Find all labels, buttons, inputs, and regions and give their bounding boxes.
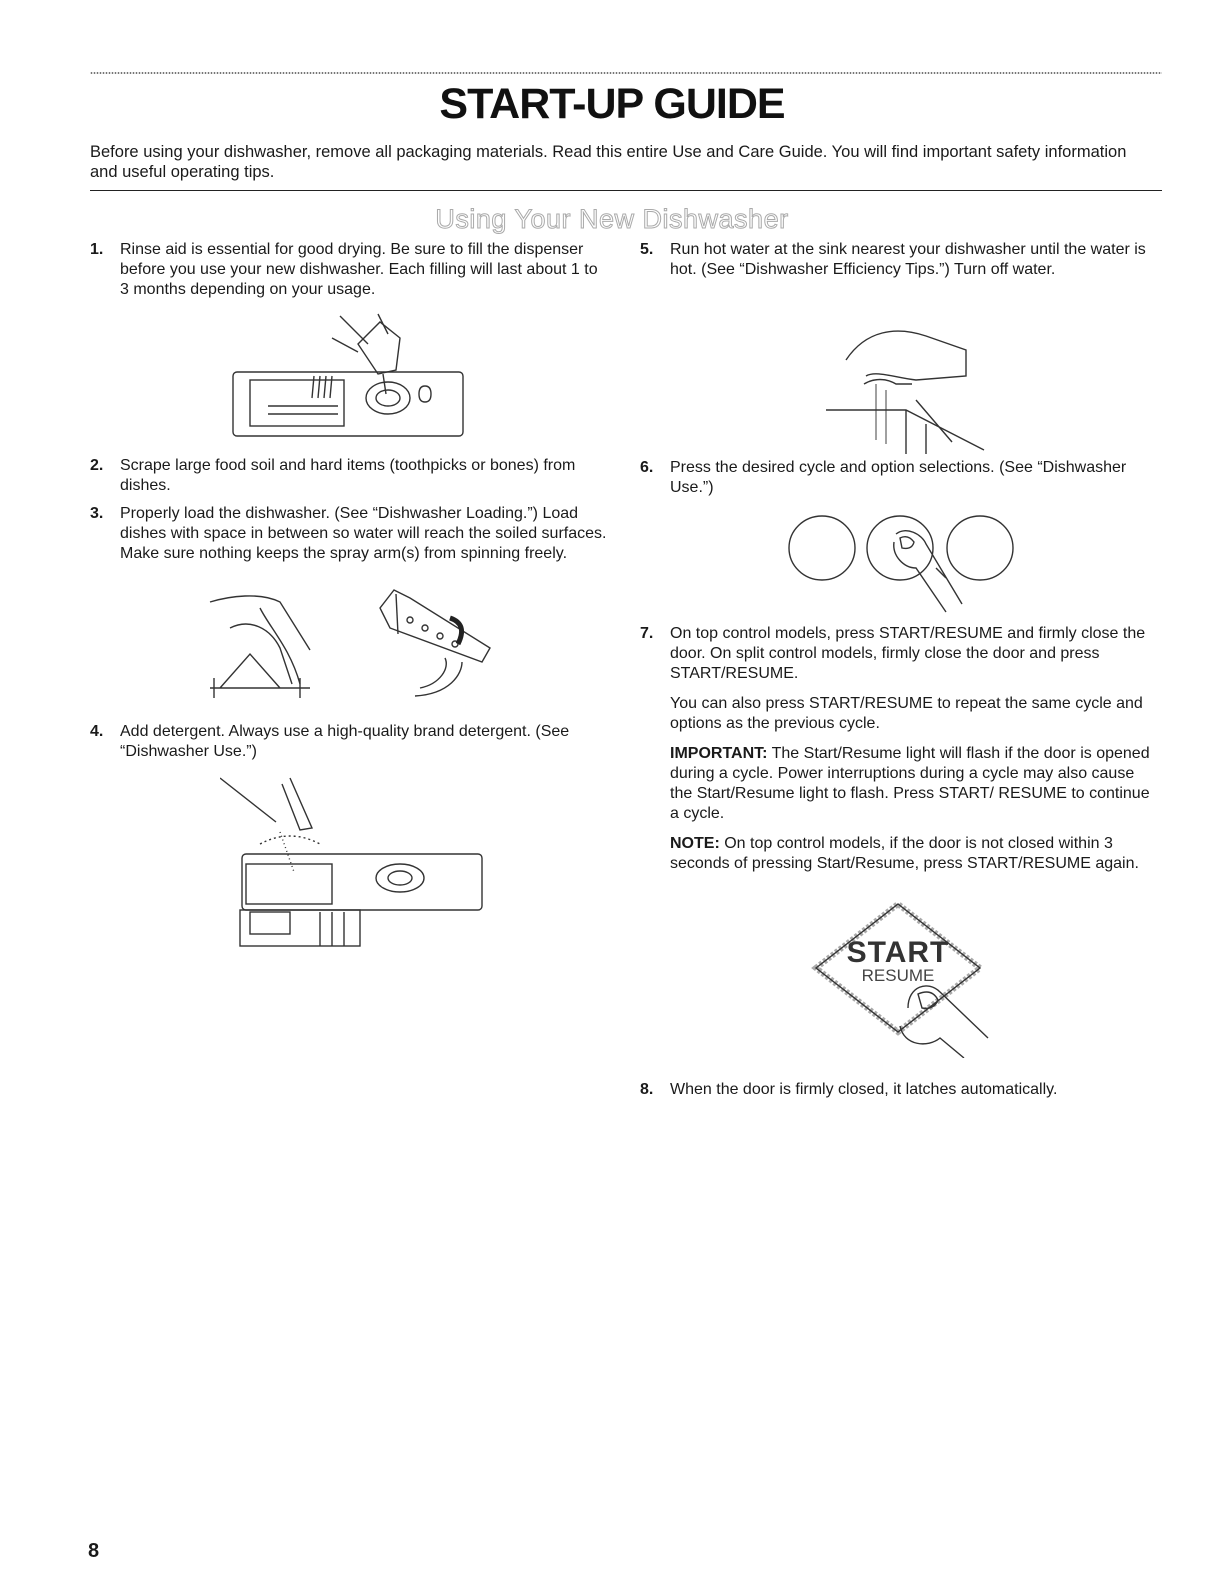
step-2 [90,456,610,496]
step-number: 3. [90,505,104,522]
intro-paragraph: Before using your dishwasher, remove all packaging materials. Read this entire Use and Care Guide. You will find important safety information and useful operating tips. [90,143,1127,181]
step-1 [90,240,610,300]
section-title: Using Your New Dishwasher [435,204,789,234]
loading-dishes-illustration [200,588,500,706]
step-5 [640,240,1150,280]
step-number: 5. [640,241,654,258]
step-text: Properly load the dishwasher. (See “Dishwasher Loading.”) Load dishes with space in between so water will reach the soiled surfaces. Make sure nothing keeps the spray arm(s) from spinning freely. [120,505,607,562]
note-text: On top control models, if the door is not closed within 3 seconds of pressing Start/Resume, press START/RESUME again. [670,835,1139,872]
step-text: Add detergent. Always use a high-quality brand detergent. (See “Dishwasher Use.”) [120,723,570,760]
step-text: On top control models, press START/RESUME and firmly close the door. On split control models, firmly close the door and press START/RESUME. [670,625,1146,682]
rinse-aid-dispenser-illustration [228,310,478,442]
note [670,834,1150,874]
important-text: The Start/Resume light will flash if the door is opened during a cycle. Power interruptions during a cycle may also cause the Start/Resume light to flash. Press START/ RESUME to continue a cycle. [670,745,1150,822]
step-number: 8. [640,1081,654,1098]
header-divider [90,190,1162,191]
step-extra-text: You can also press START/RESUME to repeat the same cycle and options as the previous cycle. [670,695,1143,732]
step-number: 6. [640,459,654,476]
step-text: Rinse aid is essential for good drying. Be sure to fill the dispenser before you use your new dishwasher. Each filling will last about 1 to 3 months depending on your usage. [120,241,598,298]
step-4 [90,722,610,762]
important-note [670,744,1150,824]
page-number: 8 [88,1540,100,1562]
step-text: Press the desired cycle and option selections. (See “Dishwasher Use.”) [670,459,1127,496]
step-7 [640,624,1150,884]
step-body [670,624,1150,874]
step-number: 4. [90,723,104,740]
start-resume-illustration [808,898,998,1058]
page-title: START-UP GUIDE [439,80,785,128]
step-number: 7. [640,625,654,642]
step-text: When the door is firmly closed, it latches automatically. [670,1081,1058,1098]
step-6 [640,458,1150,498]
detergent-dispenser-illustration [220,772,490,952]
resume-label: RESUME [861,966,935,985]
important-label: IMPORTANT: [670,745,768,762]
faucet-illustration [826,320,986,454]
start-label: START [846,936,950,969]
step-number: 2. [90,457,104,474]
top-dotted-rule [90,71,1162,75]
step-8 [640,1080,1150,1100]
step-number: 1. [90,241,104,258]
step-text: Scrape large food soil and hard items (toothpicks or bones) from dishes. [120,457,576,494]
step-3 [90,504,610,564]
cycle-buttons-illustration [786,508,1018,616]
note-label: NOTE: [670,835,720,852]
step-text: Run hot water at the sink nearest your dishwasher until the water is hot. (See “Dishwasher Efficiency Tips.”) Turn off water. [670,241,1146,278]
